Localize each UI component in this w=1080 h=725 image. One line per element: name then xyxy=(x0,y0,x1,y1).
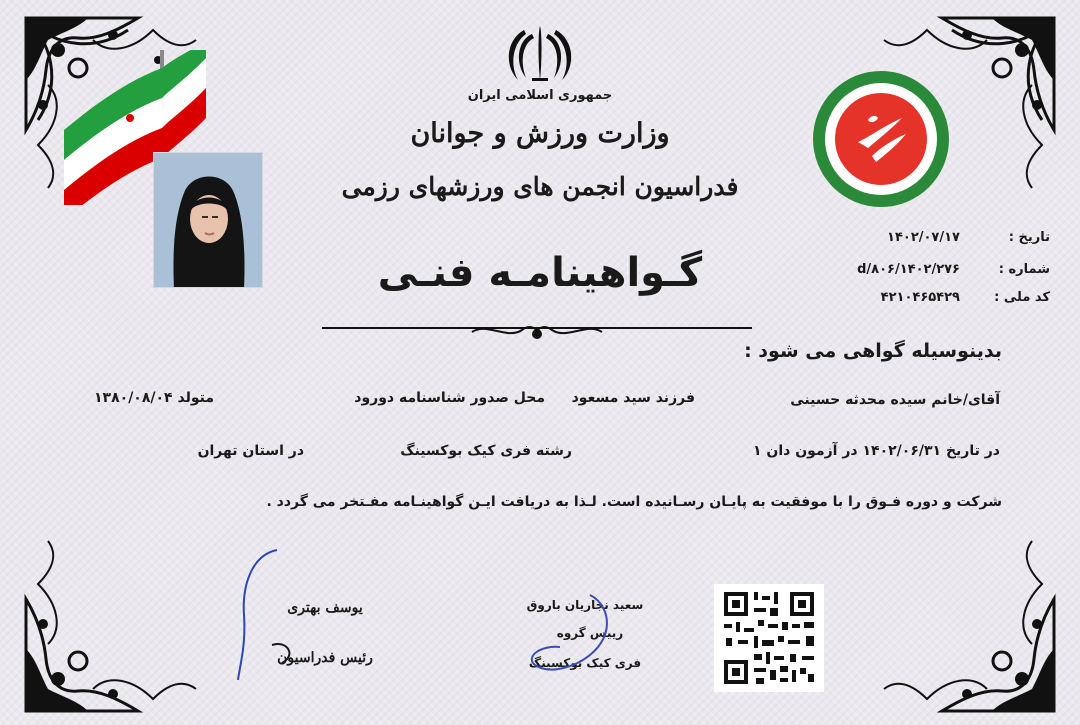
birth-date: متولد ۱۳۸۰/۰۸/۰۴ xyxy=(94,390,214,406)
federation-name: فدراسیون انجمن های ورزشهای رزمی xyxy=(341,172,739,201)
exam-info: در تاریخ ۱۴۰۲/۰۶/۳۱ در آزمون دان ۱ xyxy=(753,443,1000,459)
holder-name: آقای/خانم سیده محدثه حسینی xyxy=(790,392,1000,408)
number-row xyxy=(850,262,1080,282)
province: در استان تهران xyxy=(197,443,304,459)
certificate-title: گـواهینامـه فنـی xyxy=(377,250,703,296)
number-value: ۱۴۰۲/۲۷۶/d/۸۰۶ xyxy=(857,262,960,277)
group-head-field: فری کیک بوکسینگ xyxy=(528,656,642,670)
completion-statement: شرکت و دوره فـوق را با موفقیت به پایـان رسـانیده است. لـذا به دریافت ایـن گواهینـامه مفـتخر می گردد . xyxy=(266,494,1002,510)
intro-text: بدینوسیله گواهی می شود : xyxy=(744,340,1002,362)
country-name: جمهوری اسلامی ایران xyxy=(467,88,613,103)
father-name: فرزند سید مسعود xyxy=(571,390,695,406)
national-emblem-icon xyxy=(504,22,576,84)
group-head-title: رییس گروه xyxy=(556,626,624,640)
issue-place: محل صدور شناسنامه دورود xyxy=(354,390,545,406)
national-id-value: ۴۲۱۰۴۶۵۴۲۹ xyxy=(880,290,960,305)
federation-logo-icon xyxy=(810,68,952,210)
number-label: شماره : xyxy=(998,262,1050,277)
national-id-row xyxy=(850,290,1080,310)
qr-code xyxy=(714,584,824,692)
corner-ornament-icon xyxy=(18,529,208,719)
group-head-name: سعید نجاریان باروق xyxy=(526,598,644,612)
date-row xyxy=(850,230,1080,250)
holder-photo xyxy=(153,152,263,288)
corner-ornament-icon xyxy=(872,529,1062,719)
date-value: ۱۴۰۲/۰۷/۱۷ xyxy=(887,230,960,245)
date-label: تاریخ : xyxy=(1008,230,1050,245)
ministry-name: وزارت ورزش و جوانان xyxy=(410,118,670,149)
president-name: یوسف بهتری xyxy=(287,600,363,616)
president-title: رئیس فدراسیون xyxy=(277,650,373,666)
national-id-label: کد ملی : xyxy=(994,290,1050,305)
signature-scribble-icon xyxy=(520,585,620,685)
ornamental-divider-icon xyxy=(322,320,752,342)
sport-field: رشته فری کیک بوکسینگ xyxy=(400,443,572,459)
signature-scribble-icon xyxy=(232,545,312,685)
